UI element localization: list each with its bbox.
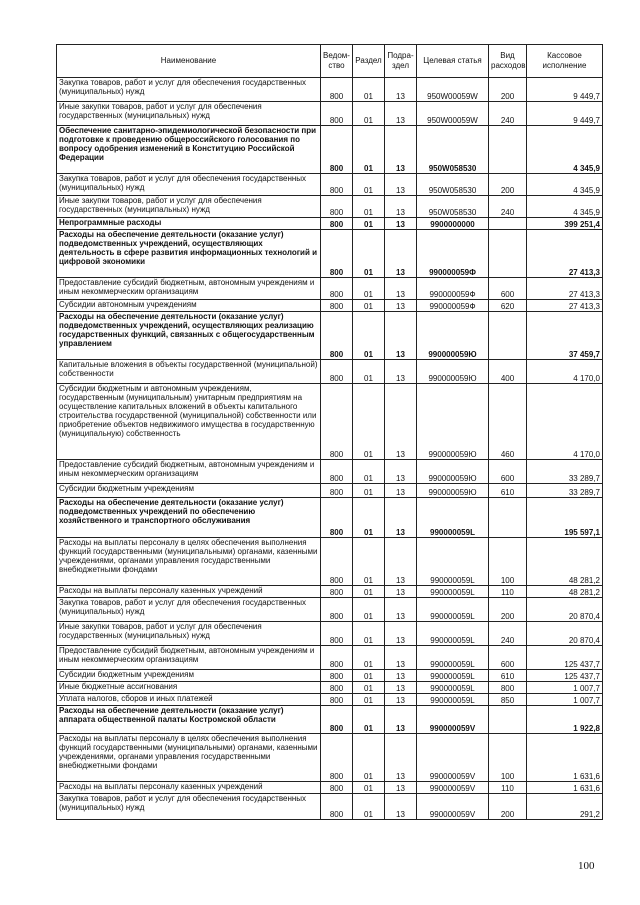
cell-target: 990000059Ю — [417, 360, 489, 384]
cell-type: 610 — [489, 484, 527, 498]
cell-target: 9900000000 — [417, 218, 489, 230]
cell-subsection: 13 — [385, 230, 417, 278]
cell-name: Субсидии бюджетным учреждениям — [57, 670, 321, 682]
cell-type: 200 — [489, 598, 527, 622]
cell-target: 990000059V — [417, 734, 489, 782]
cell-type: 600 — [489, 646, 527, 670]
cell-subsection: 13 — [385, 484, 417, 498]
cell-type — [489, 230, 527, 278]
col-header-cash: Кассовое исполнение — [527, 45, 603, 78]
cell-name: Субсидии автономным учреждениям — [57, 300, 321, 312]
cell-section: 01 — [353, 586, 385, 598]
cell-cash: 48 281,2 — [527, 586, 603, 598]
table-row — [57, 278, 603, 300]
cell-subsection: 13 — [385, 586, 417, 598]
cell-name: Предоставление субсидий бюджетным, автономным учреждениям и иным некоммерческим организациям — [57, 646, 321, 670]
cell-section: 01 — [353, 706, 385, 734]
cell-cash: 399 251,4 — [527, 218, 603, 230]
cell-target: 990000059Ф — [417, 230, 489, 278]
cell-subsection: 13 — [385, 126, 417, 174]
col-header-type: Вид расходов — [489, 45, 527, 78]
cell-dept: 800 — [321, 460, 353, 484]
cell-subsection: 13 — [385, 734, 417, 782]
cell-name: Субсидии бюджетным и автономным учреждениям, государственным (муниципальным) унитарным предприятиям на осуществление капитальных вложений в объекты капитального строительства государственной (муниципальной) собственности или приобретение объектов недвижимого имущества в государственную (муниципальную) собственность — [57, 384, 321, 460]
cell-name: Иные закупки товаров, работ и услуг для обеспечения государственных (муниципальных) нужд — [57, 196, 321, 218]
table-row — [57, 384, 603, 460]
cell-dept: 800 — [321, 794, 353, 820]
cell-dept: 800 — [321, 78, 353, 102]
cell-section: 01 — [353, 670, 385, 682]
cell-type — [489, 312, 527, 360]
cell-target: 990000059Ф — [417, 300, 489, 312]
budget-table-sheet — [56, 44, 602, 820]
cell-subsection: 13 — [385, 218, 417, 230]
cell-section: 01 — [353, 622, 385, 646]
cell-name: Расходы на обеспечение деятельности (оказание услуг) подведомственных учреждений, осуществляющих реализацию государственных функций, связанных с общегосударственным управлением — [57, 312, 321, 360]
table-row — [57, 706, 603, 734]
cell-subsection: 13 — [385, 694, 417, 706]
cell-name: Закупка товаров, работ и услуг для обеспечения государственных (муниципальных) нужд — [57, 598, 321, 622]
cell-dept: 800 — [321, 278, 353, 300]
cell-type: 800 — [489, 682, 527, 694]
cell-section: 01 — [353, 78, 385, 102]
cell-type: 600 — [489, 278, 527, 300]
cell-section: 01 — [353, 102, 385, 126]
cell-type: 200 — [489, 78, 527, 102]
table-row — [57, 102, 603, 126]
cell-name: Капитальные вложения в объекты государственной (муниципальной) собственности — [57, 360, 321, 384]
cell-type: 460 — [489, 384, 527, 460]
table-row — [57, 694, 603, 706]
cell-name: Обеспечение санитарно-эпидемиологической безопасности при подготовке к проведению общероссийского голосования по вопросу одобрения изменений в Конституцию Российской Федерации — [57, 126, 321, 174]
cell-type: 200 — [489, 174, 527, 196]
cell-subsection: 13 — [385, 794, 417, 820]
cell-type — [489, 126, 527, 174]
cell-subsection: 13 — [385, 460, 417, 484]
cell-subsection: 13 — [385, 312, 417, 360]
cell-subsection: 13 — [385, 360, 417, 384]
cell-cash: 4 345,9 — [527, 174, 603, 196]
table-row — [57, 300, 603, 312]
cell-dept: 800 — [321, 734, 353, 782]
cell-section: 01 — [353, 360, 385, 384]
cell-dept: 800 — [321, 230, 353, 278]
cell-name: Иные закупки товаров, работ и услуг для обеспечения государственных (муниципальных) нужд — [57, 622, 321, 646]
cell-target: 990000059L — [417, 682, 489, 694]
cell-target: 950W058530 — [417, 196, 489, 218]
cell-target: 990000059V — [417, 794, 489, 820]
cell-name: Закупка товаров, работ и услуг для обеспечения государственных (муниципальных) нужд — [57, 794, 321, 820]
cell-section: 01 — [353, 598, 385, 622]
cell-dept: 800 — [321, 706, 353, 734]
cell-target: 990000059L — [417, 694, 489, 706]
cell-target: 990000059L — [417, 670, 489, 682]
table-row — [57, 484, 603, 498]
cell-type: 240 — [489, 196, 527, 218]
cell-target: 950W058530 — [417, 126, 489, 174]
cell-dept: 800 — [321, 300, 353, 312]
cell-dept: 800 — [321, 102, 353, 126]
cell-target: 990000059Ю — [417, 460, 489, 484]
cell-subsection: 13 — [385, 384, 417, 460]
cell-type: 240 — [489, 622, 527, 646]
cell-subsection: 13 — [385, 682, 417, 694]
cell-subsection: 13 — [385, 174, 417, 196]
cell-cash: 4 170,0 — [527, 384, 603, 460]
cell-dept: 800 — [321, 196, 353, 218]
cell-section: 01 — [353, 218, 385, 230]
cell-cash: 1 922,8 — [527, 706, 603, 734]
cell-name: Иные закупки товаров, работ и услуг для обеспечения государственных (муниципальных) нужд — [57, 102, 321, 126]
cell-dept: 800 — [321, 174, 353, 196]
cell-subsection: 13 — [385, 706, 417, 734]
table-row — [57, 598, 603, 622]
cell-target: 950W00059W — [417, 102, 489, 126]
cell-cash: 1 631,6 — [527, 782, 603, 794]
cell-dept: 800 — [321, 694, 353, 706]
col-header-subsection: Подра-здел — [385, 45, 417, 78]
cell-cash: 1 007,7 — [527, 694, 603, 706]
cell-target: 990000059V — [417, 782, 489, 794]
cell-target: 990000059L — [417, 622, 489, 646]
cell-cash: 1 007,7 — [527, 682, 603, 694]
cell-type: 200 — [489, 794, 527, 820]
cell-type: 400 — [489, 360, 527, 384]
cell-name: Закупка товаров, работ и услуг для обеспечения государственных (муниципальных) нужд — [57, 174, 321, 196]
cell-cash: 27 413,3 — [527, 230, 603, 278]
cell-section: 01 — [353, 782, 385, 794]
cell-cash: 33 289,7 — [527, 484, 603, 498]
cell-cash: 33 289,7 — [527, 460, 603, 484]
cell-subsection: 13 — [385, 498, 417, 538]
cell-name: Расходы на обеспечение деятельности (оказание услуг) подведомственных учреждений, осуществляющих деятельность в сфере развития информационных технологий и цифровой экономики — [57, 230, 321, 278]
cell-section: 01 — [353, 498, 385, 538]
table-row — [57, 586, 603, 598]
cell-type: 110 — [489, 782, 527, 794]
cell-cash: 9 449,7 — [527, 78, 603, 102]
cell-name: Расходы на выплаты персоналу в целях обеспечения выполнения функций государственными (муниципальными) органами, казенными учреждениями, органами управления государственными внебюджетными фондами — [57, 734, 321, 782]
cell-name: Расходы на выплаты персоналу казенных учреждений — [57, 586, 321, 598]
cell-dept: 800 — [321, 586, 353, 598]
cell-type: 110 — [489, 586, 527, 598]
col-header-name: Наименование — [57, 45, 321, 78]
cell-subsection: 13 — [385, 278, 417, 300]
cell-name: Субсидии бюджетным учреждениям — [57, 484, 321, 498]
cell-section: 01 — [353, 126, 385, 174]
cell-subsection: 13 — [385, 670, 417, 682]
cell-dept: 800 — [321, 312, 353, 360]
cell-dept: 800 — [321, 384, 353, 460]
cell-subsection: 13 — [385, 598, 417, 622]
col-header-section: Раздел — [353, 45, 385, 78]
cell-target: 990000059L — [417, 538, 489, 586]
cell-name: Непрограммные расходы — [57, 218, 321, 230]
table-row — [57, 460, 603, 484]
cell-dept: 800 — [321, 484, 353, 498]
cell-target: 990000059Ю — [417, 484, 489, 498]
cell-type: 100 — [489, 538, 527, 586]
cell-cash: 125 437,7 — [527, 646, 603, 670]
cell-section: 01 — [353, 734, 385, 782]
table-row — [57, 78, 603, 102]
cell-section: 01 — [353, 384, 385, 460]
cell-dept: 800 — [321, 646, 353, 670]
cell-name: Расходы на обеспечение деятельности (оказание услуг) аппарата общественной палаты Костромской области — [57, 706, 321, 734]
page-number: 100 — [578, 860, 595, 872]
table-row — [57, 174, 603, 196]
cell-type — [489, 498, 527, 538]
cell-target: 990000059L — [417, 586, 489, 598]
cell-subsection: 13 — [385, 538, 417, 586]
table-row — [57, 794, 603, 820]
cell-dept: 800 — [321, 360, 353, 384]
cell-cash: 4 345,9 — [527, 126, 603, 174]
cell-section: 01 — [353, 484, 385, 498]
cell-name: Предоставление субсидий бюджетным, автономным учреждениям и иным некоммерческим организациям — [57, 460, 321, 484]
table-row — [57, 734, 603, 782]
cell-dept: 800 — [321, 126, 353, 174]
table-body — [57, 78, 603, 820]
cell-subsection: 13 — [385, 646, 417, 670]
cell-target: 950W058530 — [417, 174, 489, 196]
table-row — [57, 230, 603, 278]
cell-dept: 800 — [321, 218, 353, 230]
cell-section: 01 — [353, 174, 385, 196]
cell-dept: 800 — [321, 670, 353, 682]
cell-subsection: 13 — [385, 102, 417, 126]
cell-name: Закупка товаров, работ и услуг для обеспечения государственных (муниципальных) нужд — [57, 78, 321, 102]
cell-subsection: 13 — [385, 196, 417, 218]
cell-section: 01 — [353, 300, 385, 312]
cell-dept: 800 — [321, 782, 353, 794]
cell-type: 100 — [489, 734, 527, 782]
cell-dept: 800 — [321, 598, 353, 622]
cell-subsection: 13 — [385, 782, 417, 794]
cell-target: 990000059L — [417, 498, 489, 538]
table-row — [57, 646, 603, 670]
cell-name: Уплата налогов, сборов и иных платежей — [57, 694, 321, 706]
cell-section: 01 — [353, 230, 385, 278]
cell-dept: 800 — [321, 538, 353, 586]
cell-dept: 800 — [321, 498, 353, 538]
cell-section: 01 — [353, 538, 385, 586]
table-row — [57, 360, 603, 384]
table-header-row — [57, 45, 603, 78]
cell-cash: 291,2 — [527, 794, 603, 820]
col-header-dept: Ведом-ство — [321, 45, 353, 78]
cell-type: 620 — [489, 300, 527, 312]
cell-subsection: 13 — [385, 78, 417, 102]
table-row — [57, 670, 603, 682]
cell-cash: 4 345,9 — [527, 196, 603, 218]
cell-cash: 4 170,0 — [527, 360, 603, 384]
cell-cash: 1 631,6 — [527, 734, 603, 782]
cell-type — [489, 706, 527, 734]
cell-target: 990000059Ф — [417, 278, 489, 300]
cell-target: 990000059L — [417, 598, 489, 622]
table-row — [57, 782, 603, 794]
cell-target: 990000059Ю — [417, 312, 489, 360]
cell-subsection: 13 — [385, 622, 417, 646]
cell-section: 01 — [353, 312, 385, 360]
cell-name: Иные бюджетные ассигнования — [57, 682, 321, 694]
cell-cash: 20 870,4 — [527, 622, 603, 646]
cell-target: 990000059L — [417, 646, 489, 670]
cell-dept: 800 — [321, 682, 353, 694]
cell-type — [489, 218, 527, 230]
table-row — [57, 682, 603, 694]
cell-type: 240 — [489, 102, 527, 126]
table-row — [57, 218, 603, 230]
cell-cash: 27 413,3 — [527, 278, 603, 300]
budget-table — [56, 44, 603, 820]
cell-cash: 48 281,2 — [527, 538, 603, 586]
cell-cash: 9 449,7 — [527, 102, 603, 126]
cell-dept: 800 — [321, 622, 353, 646]
cell-section: 01 — [353, 694, 385, 706]
cell-name: Расходы на выплаты персоналу казенных учреждений — [57, 782, 321, 794]
cell-section: 01 — [353, 794, 385, 820]
cell-section: 01 — [353, 196, 385, 218]
table-row — [57, 196, 603, 218]
table-row — [57, 498, 603, 538]
cell-cash: 27 413,3 — [527, 300, 603, 312]
cell-type: 600 — [489, 460, 527, 484]
col-header-target: Целевая статья — [417, 45, 489, 78]
cell-section: 01 — [353, 646, 385, 670]
table-row — [57, 622, 603, 646]
cell-type: 610 — [489, 670, 527, 682]
cell-name: Расходы на выплаты персоналу в целях обеспечения выполнения функций государственными (муниципальными) органами, казенными учреждениями, органами управления государственными внебюджетными фондами — [57, 538, 321, 586]
cell-cash: 195 597,1 — [527, 498, 603, 538]
table-row — [57, 126, 603, 174]
table-row — [57, 538, 603, 586]
cell-section: 01 — [353, 682, 385, 694]
cell-section: 01 — [353, 278, 385, 300]
cell-name: Расходы на обеспечение деятельности (оказание услуг) подведомственных учреждений по обеспечению хозяйственного и транспортного обслуживания — [57, 498, 321, 538]
cell-type: 850 — [489, 694, 527, 706]
cell-subsection: 13 — [385, 300, 417, 312]
cell-cash: 37 459,7 — [527, 312, 603, 360]
cell-target: 990000059Ю — [417, 384, 489, 460]
cell-section: 01 — [353, 460, 385, 484]
cell-cash: 125 437,7 — [527, 670, 603, 682]
cell-target: 950W00059W — [417, 78, 489, 102]
cell-target: 990000059V — [417, 706, 489, 734]
cell-name: Предоставление субсидий бюджетным, автономным учреждениям и иным некоммерческим организациям — [57, 278, 321, 300]
cell-cash: 20 870,4 — [527, 598, 603, 622]
table-row — [57, 312, 603, 360]
